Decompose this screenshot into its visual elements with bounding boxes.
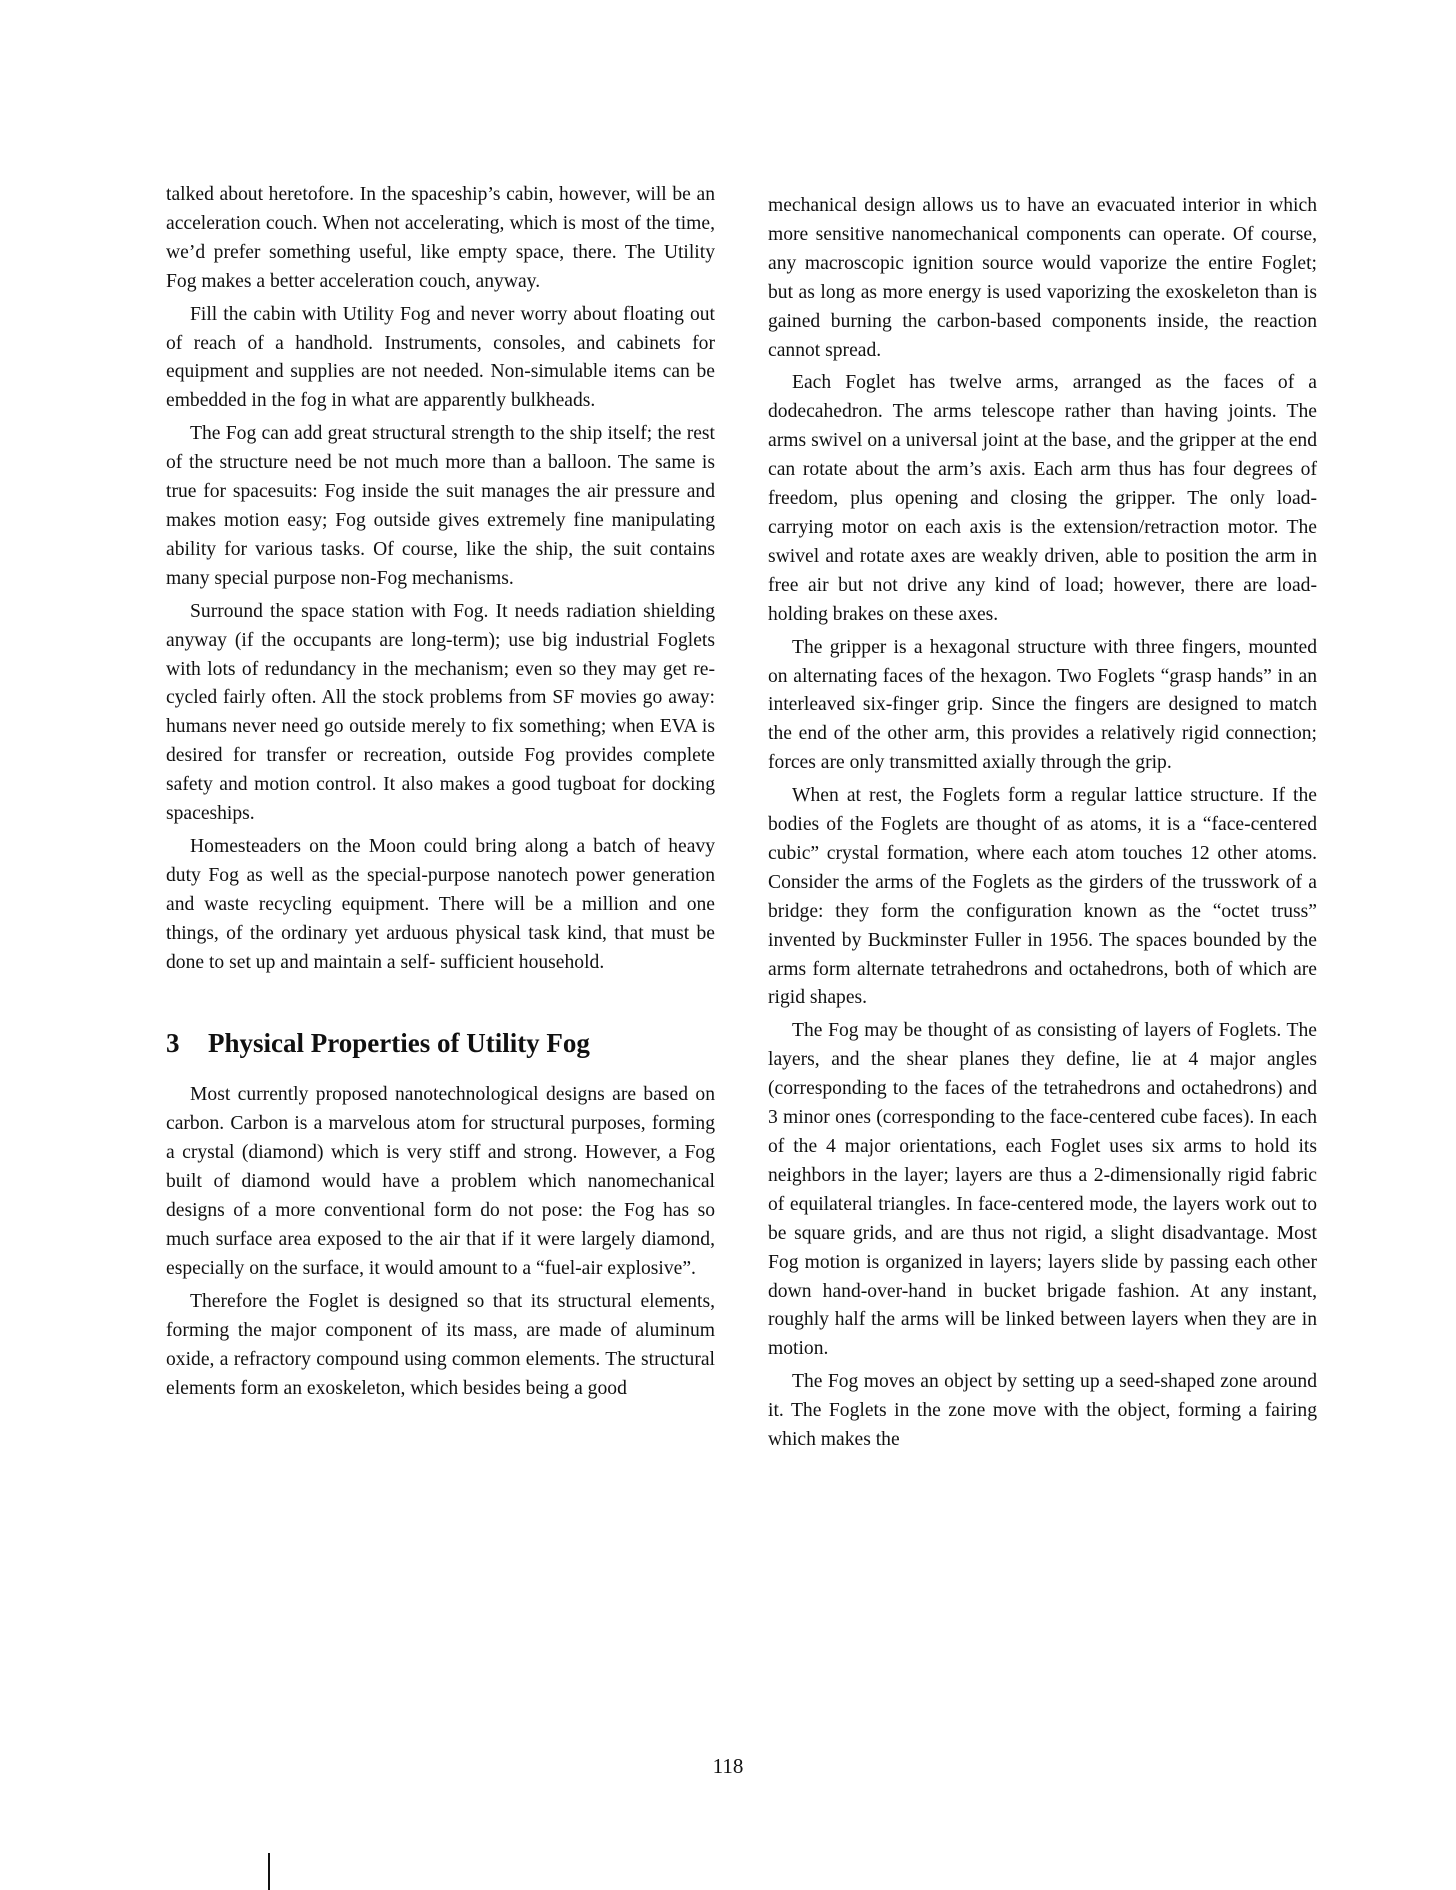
paragraph: When at rest, the Foglets form a regular lattice structure. If the bodies of the Foglets are thought of as atoms, it is a “face-centered cubic” crystal formation, where each atom touches 12 other atoms. Consider the arms of the Foglets as the girders of the trusswork of a bridge: they form the configuration known as the “octet truss” invented by Buckminster Fuller in 1956. The spaces bounded by the arms form alternate tetrahedrons and octahedrons, both of which are rigid shapes. xyxy=(768,785,1317,1009)
paragraph: Most currently proposed nanotechnological designs are based on carbon. Carbon is a marvelous atom for structural purposes, forming a crystal (diamond) which is very stiff and strong. However, a Fog built of diamond would have a problem which nanomechanical designs of a more conventional form do not pose: the Fog has so much surface area exposed to the air that if it were largely diamond, especially on the surface, it would amount to a “fuel-air explosive”. xyxy=(166,1084,715,1279)
section-heading xyxy=(166,1027,715,1059)
paragraph: talked about heretofore. In the spaceship’s cabin, however, will be an acceleration couch. When not accelerating, which is most of the time, we’d prefer something useful, like empty space, there. The Utility Fog makes a better acceleration couch, anyway. xyxy=(166,184,715,292)
paragraph: The gripper is a hexagonal structure with three fingers, mounted on alternating faces of the hexagon. Two Foglets “grasp hands” in an interleaved six-finger grip. Since the fingers are designed to match the end of the other arm, this provides a relatively rigid connection; forces are only transmitted axially through the grip. xyxy=(768,636,1317,774)
paragraph: The Fog may be thought of as consisting of layers of Foglets. The layers, and the shear planes they define, lie at 4 major angles (corresponding to the faces of the tetrahedrons and octahedrons) and 3 minor ones (corresponding to the face-centered cube faces). In each of the 4 major orientations, each Foglet uses six arms to hold its neighbors in the layer; layers are thus a 2-dimensionally rigid fabric of equilateral triangles. In face-centered mode, the layers work out to be square grids, and are thus not rigid, a slight disadvantage. Most Fog motion is organized in layers; layers slide by passing each other down hand-over-hand in bucket brigade fashion. At any instant, roughly half the arms will be linked between layers when they are in motion. xyxy=(768,1020,1317,1360)
page-number: 118 xyxy=(712,1754,744,1778)
paragraph: Therefore the Foglet is designed so that its structural elements, forming the major component of its mass, are made of aluminum oxide, a refractory compound using common elements. The structural elements form an exoskeleton, which besides being a good xyxy=(166,1290,715,1399)
paragraph: Homesteaders on the Moon could bring along a batch of heavy duty Fog as well as the special-purpose nanotech power generation and waste recycling equipment. There will be a million and one things, of the ordinary yet arduous physical task kind, that must be done to set up and maintain a self- sufficient household. xyxy=(166,835,715,973)
paragraph: Each Foglet has twelve arms, arranged as the faces of a dodecahedron. The arms telescope rather than having joints. The arms swivel on a universal joint at the base, and the gripper at the end can rotate about the arm’s axis. Each arm thus has four degrees of freedom, plus opening and closing the gripper. The only load-carrying motor on each axis is the extension/retraction motor. The swivel and rotate axes are weakly driven, able to position the arm in free air but not drive any kind of load; however, there are load-holding brakes on these axes. xyxy=(768,372,1317,625)
left-column xyxy=(166,181,715,1407)
section-title: Physical Properties of Utility Fog xyxy=(208,1028,590,1059)
right-column xyxy=(768,192,1317,1459)
scan-edge-mark xyxy=(268,1853,270,1890)
paragraph: The Fog can add great structural strength to the ship itself; the rest of the structure need be not much more than a balloon. The same is true for spacesuits: Fog inside the suit manages the air pressure and makes motion easy; Fog outside gives extremely fine manipulating ability for various tasks. Of course, like the ship, the suit contains many special purpose non-Fog mechanisms. xyxy=(166,423,715,589)
paragraph: mechanical design allows us to have an evacuated interior in which more sensitive nanomechanical components can operate. Of course, any macroscopic ignition source would vaporize the entire Foglet; but as long as more energy is used vaporizing the exoskeleton than is gained burning the carbon-based components inside, the reaction cannot spread. xyxy=(768,195,1317,361)
paragraph: Surround the space station with Fog. It needs radiation shielding anyway (if the occupants are long-term); use big industrial Foglets with lots of redundancy in the mechanism; even so they may get recycled fairly often. All the stock problems from SF movies go away: humans never need go outside merely to fix something; when EVA is desired for transfer or recreation, outside Fog provides complete safety and motion control. It also makes a good tugboat for docking spaceships. xyxy=(166,600,715,825)
paragraph: The Fog moves an object by setting up a seed-shaped zone around it. The Foglets in the zone move with the object, forming a fairing which makes the xyxy=(768,1371,1317,1451)
paragraph: Fill the cabin with Utility Fog and never worry about floating out of reach of a handhold. Instruments, consoles, and cabinets for equipment and supplies are not needed. Non-simulable items can be embedded in the fog in what are apparently bulkheads. xyxy=(166,303,715,412)
section-number: 3 xyxy=(166,1028,180,1059)
